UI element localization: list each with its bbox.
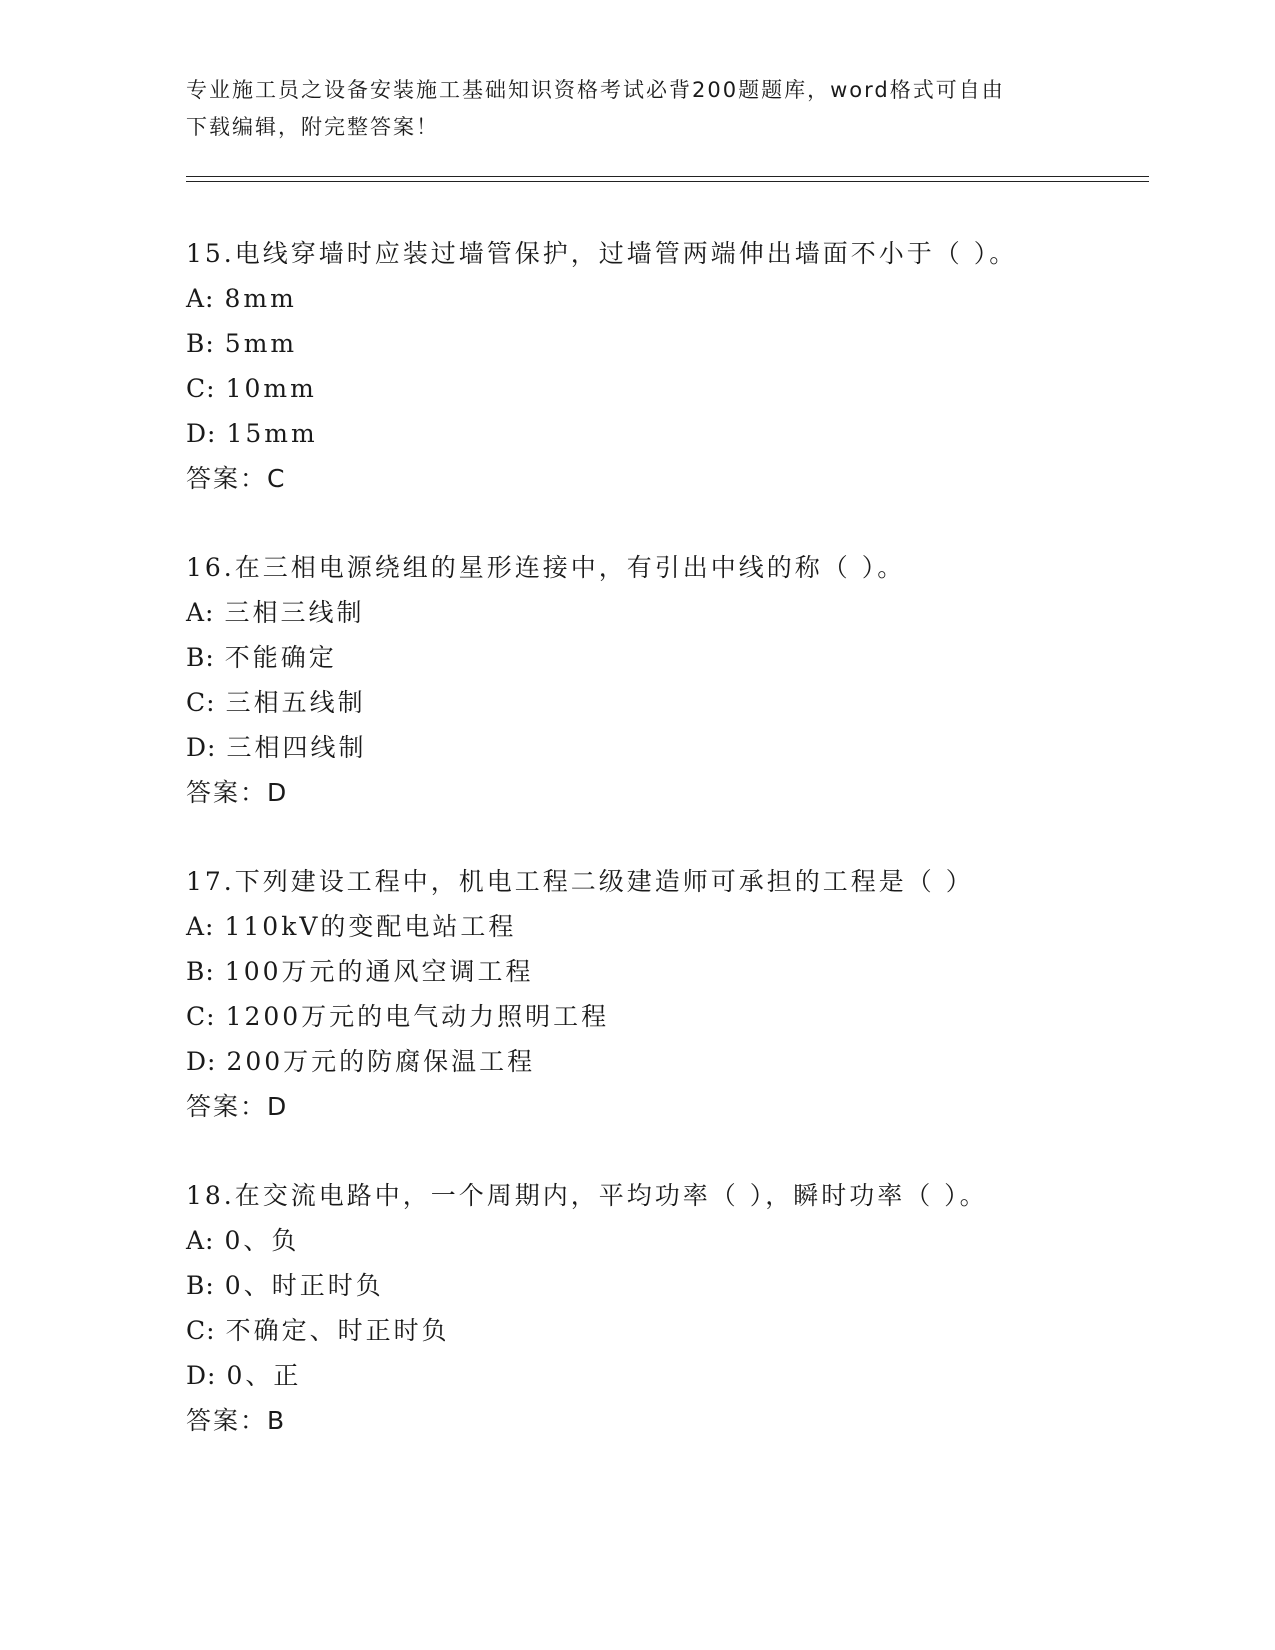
header-divider-top <box>186 176 1149 177</box>
option-a <box>186 904 1146 949</box>
option-key: C: <box>186 1316 216 1345</box>
option-b <box>186 635 1146 680</box>
option-c <box>186 1308 1146 1353</box>
option-key: A: <box>186 598 215 627</box>
option-key: B: <box>186 643 215 672</box>
option-key: B: <box>186 329 215 358</box>
option-value: 不能确定 <box>224 643 337 672</box>
option-key: A: <box>186 912 215 941</box>
option-value: 5mm <box>224 329 298 358</box>
question-16 <box>186 545 1146 815</box>
option-value: 三相五线制 <box>225 688 366 717</box>
question-18 <box>186 1173 1146 1443</box>
option-key: D: <box>186 1047 217 1076</box>
question-text: 18.在交流电路中，一个周期内，平均功率（ ），瞬时功率（ ）。 <box>186 1181 988 1210</box>
option-d <box>186 1353 1146 1398</box>
option-value: 10mm <box>225 374 317 403</box>
option-key: C: <box>186 374 216 403</box>
option-value: 110kV的变配电站工程 <box>224 912 517 941</box>
question-text: 17.下列建设工程中，机电工程二级建造师可承担的工程是（ ） <box>186 867 974 896</box>
answer-label: 答案： <box>186 464 268 493</box>
option-value: 三相四线制 <box>226 733 367 762</box>
option-value: 不确定、时正时负 <box>225 1316 450 1345</box>
header-line-2: 下载编辑，附完整答案！ <box>186 115 439 139</box>
option-b <box>186 321 1146 366</box>
option-key: B: <box>186 957 215 986</box>
answer-line <box>186 456 1146 501</box>
option-key: C: <box>186 1002 216 1031</box>
answer-value: D <box>267 1092 289 1121</box>
option-c <box>186 680 1146 725</box>
answer-value: B <box>267 1406 287 1435</box>
option-key: A: <box>186 1226 215 1255</box>
option-value: 0、时正时负 <box>224 1271 384 1300</box>
option-value: 200万元的防腐保温工程 <box>226 1047 536 1076</box>
option-c <box>186 366 1146 411</box>
option-value: 三相三线制 <box>224 598 365 627</box>
option-value: 0、负 <box>224 1226 300 1255</box>
answer-line <box>186 770 1146 815</box>
answer-label: 答案： <box>186 778 268 807</box>
option-b <box>186 1263 1146 1308</box>
option-c <box>186 994 1146 1039</box>
option-key: D: <box>186 733 217 762</box>
option-a <box>186 276 1146 321</box>
question-15 <box>186 231 1146 501</box>
option-key: D: <box>186 1361 217 1390</box>
option-value: 1200万元的电气动力照明工程 <box>225 1002 610 1031</box>
answer-label: 答案： <box>186 1406 268 1435</box>
question-text: 16.在三相电源绕组的星形连接中，有引出中线的称（ ）。 <box>186 553 906 582</box>
option-d <box>186 411 1146 456</box>
option-b <box>186 949 1146 994</box>
answer-value: C <box>267 464 287 493</box>
question-list <box>186 231 1146 1487</box>
option-key: A: <box>186 284 215 313</box>
question-text: 15.电线穿墙时应装过墙管保护，过墙管两端伸出墙面不小于（ ）。 <box>186 239 1018 268</box>
option-key: D: <box>186 419 217 448</box>
option-d <box>186 725 1146 770</box>
option-key: C: <box>186 688 216 717</box>
document-header <box>186 72 1066 146</box>
header-divider-bottom <box>186 181 1149 182</box>
option-a <box>186 1218 1146 1263</box>
answer-label: 答案： <box>186 1092 268 1121</box>
option-key: B: <box>186 1271 215 1300</box>
option-a <box>186 590 1146 635</box>
header-line-1: 专业施工员之设备安装施工基础知识资格考试必背200题题库，word格式可自由 <box>186 78 1005 102</box>
answer-value: D <box>267 778 289 807</box>
answer-line <box>186 1084 1146 1129</box>
option-value: 0、正 <box>226 1361 302 1390</box>
option-value: 15mm <box>226 419 318 448</box>
option-d <box>186 1039 1146 1084</box>
answer-line <box>186 1398 1146 1443</box>
option-value: 100万元的通风空调工程 <box>224 957 534 986</box>
option-value: 8mm <box>224 284 297 313</box>
question-17 <box>186 859 1146 1129</box>
